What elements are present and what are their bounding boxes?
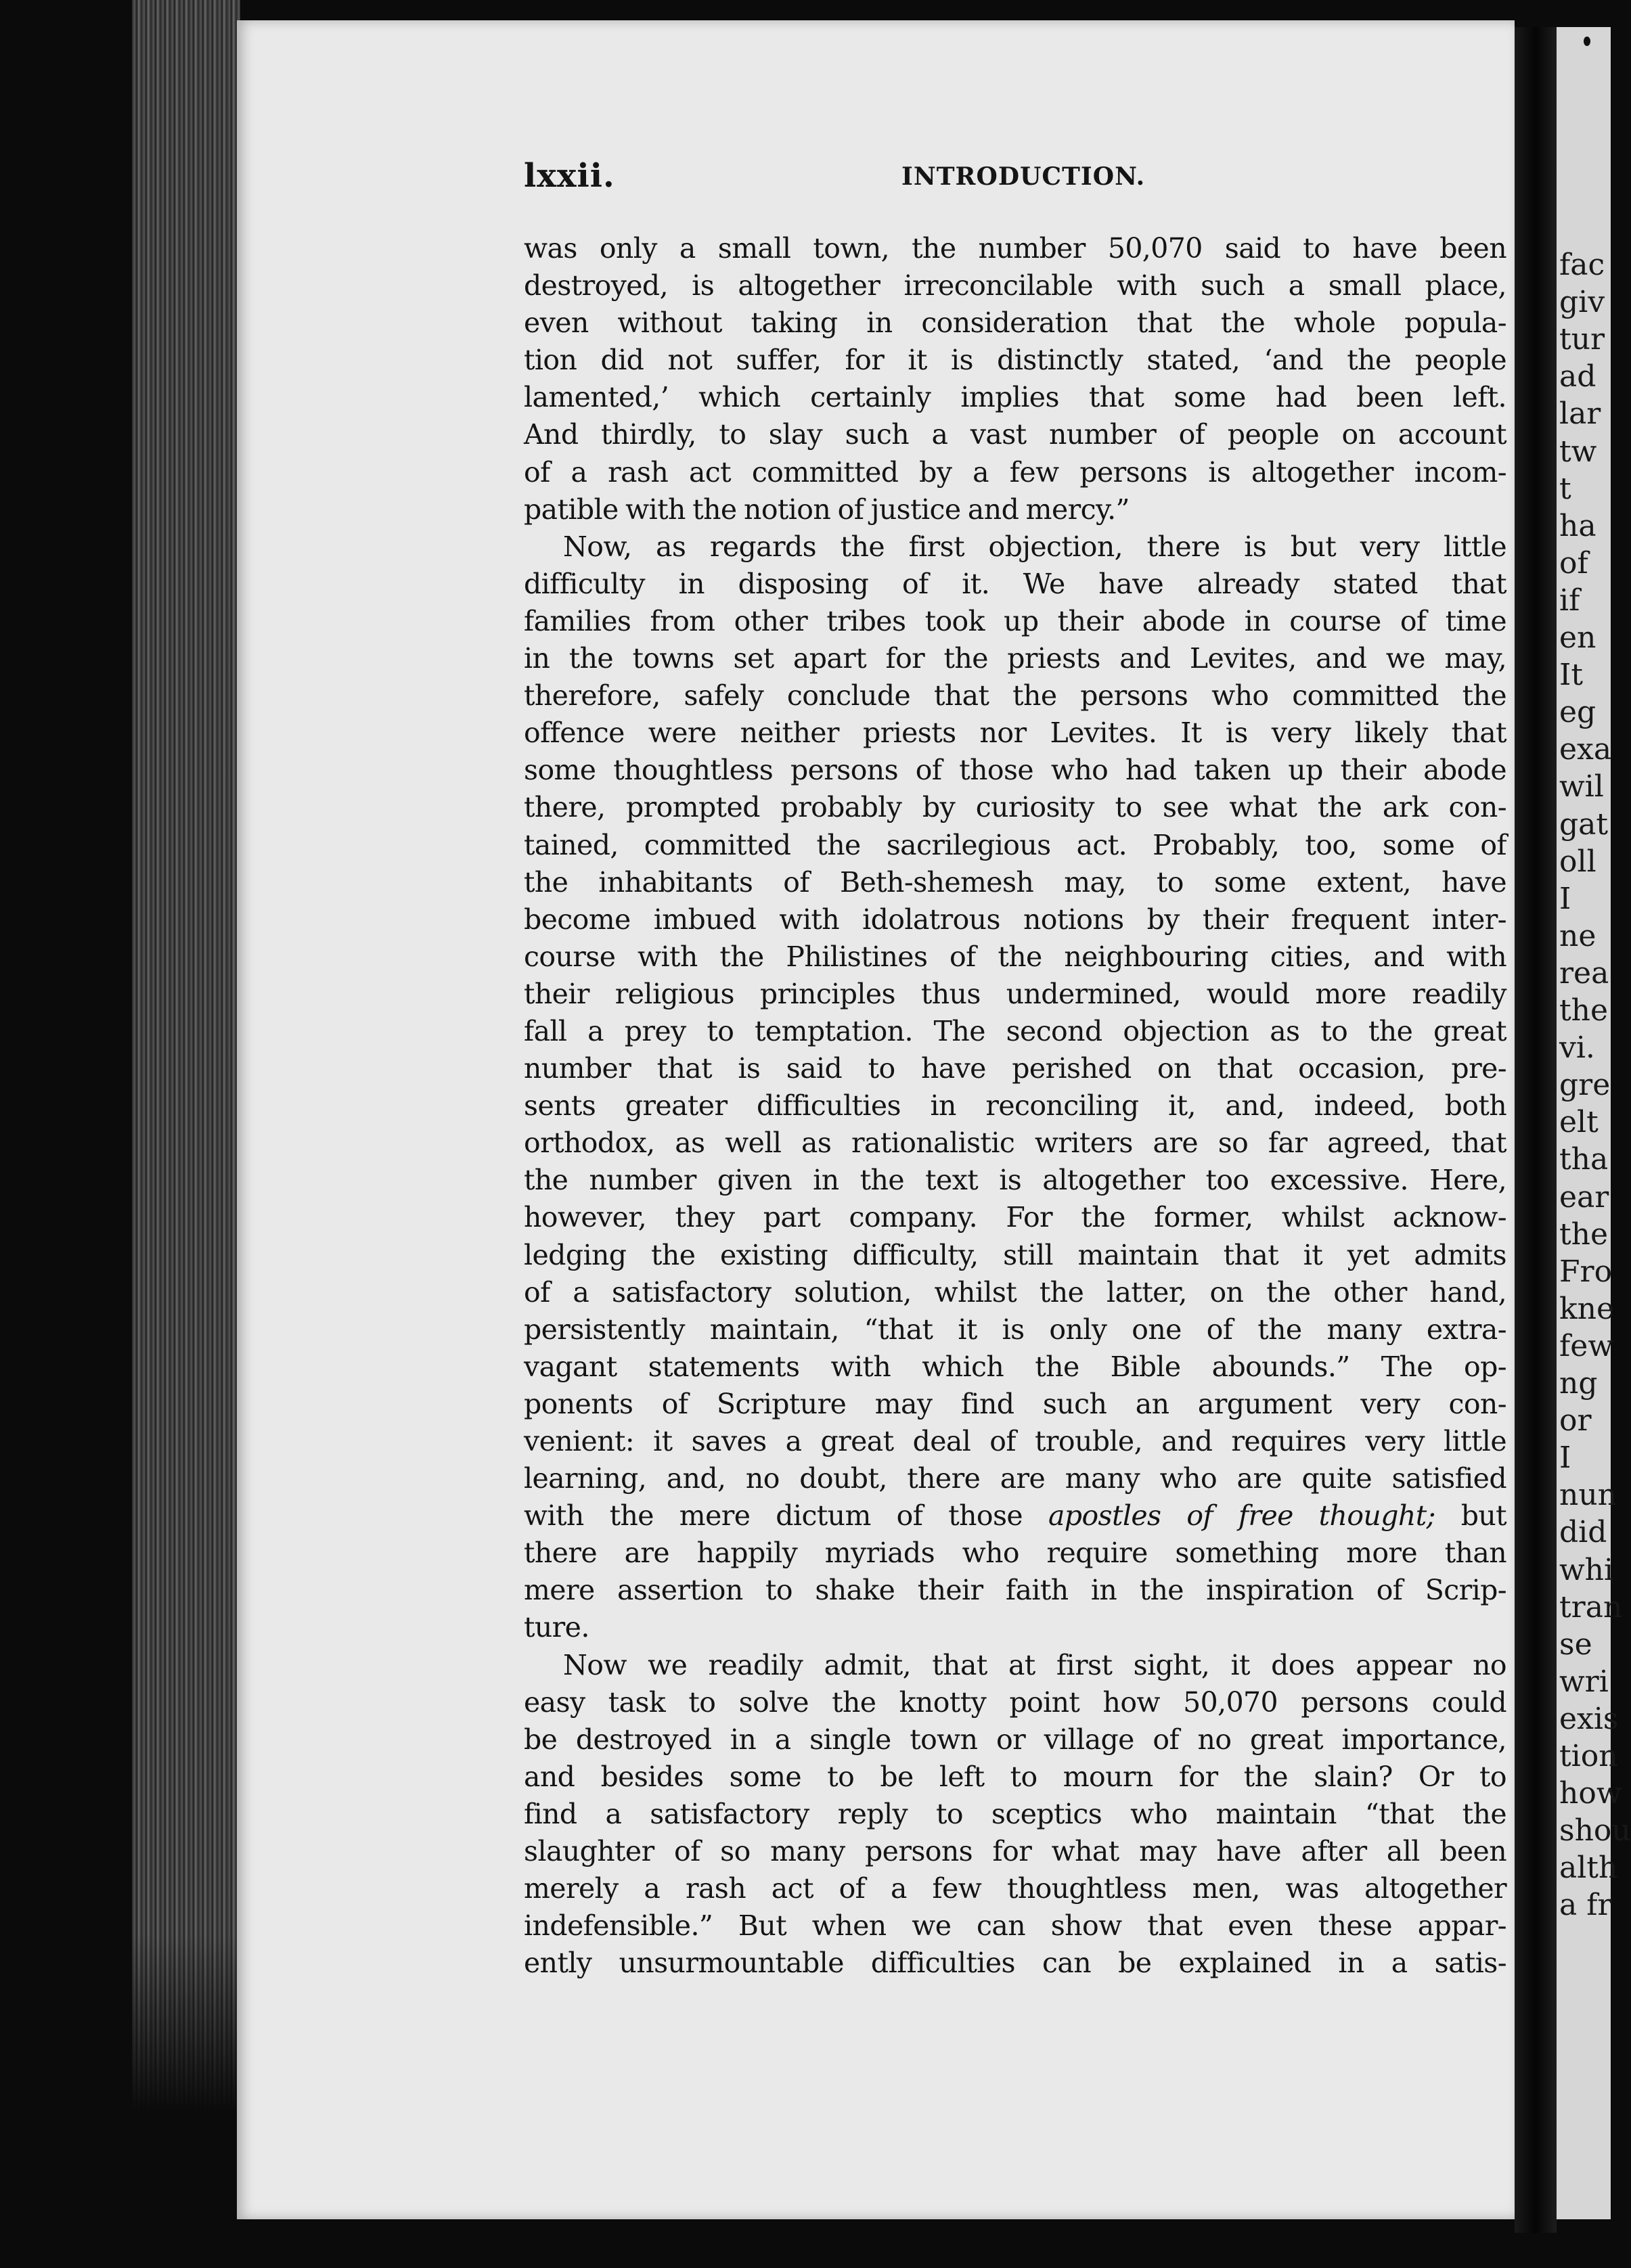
facing-page-fragment: tran — [1559, 1589, 1623, 1625]
facing-page-fragment: alth — [1559, 1851, 1618, 1886]
text-line: some thoughtless persons of those who had taken up their abode — [524, 754, 1506, 787]
facing-page-fragment: ng — [1559, 1366, 1598, 1401]
text-line: tained, committed the sacrilegious act. Probably, too, some of — [524, 828, 1506, 861]
facing-page-fragment: en — [1559, 620, 1596, 655]
text-line: ently unsurmountable difficulties can be explained in a satis- — [524, 1947, 1506, 1980]
text-line: even without taking in consideration that the whole popula- — [524, 307, 1506, 340]
text-line: venient: it saves a great deal of trouble, and requires very little — [524, 1425, 1506, 1457]
text-line: orthodox, as well as rationalistic writers are so far agreed, that — [524, 1127, 1506, 1160]
facing-page-fragment: lar — [1559, 396, 1601, 432]
facing-page-fragment: wri — [1559, 1664, 1609, 1699]
print-speck — [1584, 37, 1590, 46]
facing-page-fragment: tw — [1559, 434, 1597, 469]
left-page-edges — [132, 0, 240, 2111]
text-line: however, they part company. For the former, whilst acknow- — [524, 1201, 1506, 1234]
text-line: their religious principles thus undermined, would more readily — [524, 977, 1506, 1010]
facing-page-fragment: or — [1559, 1403, 1592, 1438]
text-line: find a satisfactory reply to sceptics who maintain “that the — [524, 1797, 1506, 1830]
text-line: families from other tribes took up their abode in course of time — [524, 604, 1506, 637]
facing-page-fragment: I — [1559, 881, 1571, 916]
facing-page-fragment: tha — [1559, 1142, 1609, 1177]
facing-page-fragment: rea — [1559, 955, 1609, 991]
facing-page-fragment: se — [1559, 1627, 1592, 1662]
body-text — [524, 230, 1506, 1982]
facing-page-fragment: tur — [1559, 322, 1605, 357]
text-line: offence were neither priests nor Levites. It is very likely that — [524, 717, 1506, 750]
facing-page-fragment: I — [1559, 1441, 1571, 1476]
text-line: number that is said to have perished on that occasion, pre- — [524, 1052, 1506, 1085]
facing-page-fragment: ad — [1559, 359, 1596, 394]
facing-page-fragment: shou — [1559, 1813, 1631, 1849]
facing-page-fragment: It — [1559, 658, 1584, 693]
facing-page-fragment: wil — [1559, 769, 1604, 804]
text-line: in the towns set apart for the priests and Levites, and we may, — [524, 642, 1506, 675]
facing-page-fragment: how — [1559, 1776, 1622, 1811]
text-line: ture. — [524, 1611, 589, 1644]
facing-page-fragment: fac — [1559, 248, 1605, 282]
facing-page-fragment: exa — [1559, 732, 1612, 767]
facing-page-fragment: oll — [1559, 844, 1596, 879]
paragraph-first-line: Now, as regards the first objection, there is but very little — [563, 530, 1506, 563]
facing-page-fragment: a fr — [1559, 1888, 1612, 1923]
facing-page-fragment: gat — [1559, 807, 1609, 842]
text-line: and besides some to be left to mourn for the slain? Or to — [524, 1760, 1506, 1793]
text-line: slaughter of so many persons for what may have after all been — [524, 1835, 1506, 1868]
facing-page-fragment: Fro — [1559, 1254, 1613, 1289]
italic-phrase: apostles of free thought; — [1048, 1499, 1435, 1533]
paragraph-first-line: Now we readily admit, that at first sight, it does appear no — [563, 1648, 1506, 1681]
text-line: learning, and, no doubt, there are many who are quite satisfied — [524, 1462, 1506, 1495]
book-gutter — [1515, 27, 1557, 2233]
text-line: persistently maintain, “that it is only one of the many extra- — [524, 1313, 1506, 1346]
text-line: destroyed, is altogether irreconcilable with such a small place, — [524, 269, 1506, 302]
text-line: sents greater difficulties in reconciling it, and, indeed, both — [524, 1089, 1506, 1122]
text-line: become imbued with idolatrous notions by their frequent inter- — [524, 903, 1506, 936]
facing-page-fragment: gre — [1559, 1068, 1611, 1103]
text-line: tion did not suffer, for it is distinctly stated, ‘and the people — [524, 344, 1506, 377]
facing-page-fragment: exis — [1559, 1701, 1619, 1736]
facing-page-fragment: ha — [1559, 508, 1596, 543]
text-line: was only a small town, the number 50,070 said to have been — [524, 232, 1506, 265]
text-run: with the mere dictum of those — [524, 1499, 1023, 1533]
facing-page-fragment: few — [1559, 1328, 1613, 1363]
facing-page-fragment: eg — [1559, 695, 1596, 730]
text-line: easy task to solve the knotty point how 50,070 persons could — [524, 1685, 1506, 1719]
text-line: mere assertion to shake their faith in the inspiration of Scrip- — [524, 1574, 1506, 1607]
facing-page-fragment: kne — [1559, 1291, 1615, 1326]
facing-page-fragment: did — [1559, 1515, 1607, 1550]
text-line: ponents of Scripture may find such an argument very con- — [524, 1387, 1506, 1420]
facing-page-fragment: giv — [1559, 285, 1605, 320]
text-line: there, prompted probably by curiosity to see what the ark con- — [524, 791, 1506, 824]
facing-page-fragment: ear — [1559, 1179, 1609, 1215]
facing-page-sliver — [1557, 27, 1631, 2219]
facing-page-fragment: the — [1559, 1217, 1609, 1252]
text-line: patible with the notion of justice and mercy.” — [524, 493, 1130, 526]
facing-page-fragment: the — [1559, 993, 1609, 1028]
text-line: merely a rash act of a few thoughtless men, was altogether — [524, 1872, 1506, 1905]
text-line: the number given in the text is altogether too excessive. Here, — [524, 1164, 1506, 1197]
facing-page-fragment: of — [1559, 545, 1588, 581]
text-line: there are happily myriads who require something more than — [524, 1537, 1506, 1570]
facing-page-fragment: tion — [1559, 1739, 1618, 1773]
text-line: be destroyed in a single town or village of no great importance, — [524, 1723, 1506, 1756]
text-line: fall a prey to temptation. The second objection as to the great — [524, 1014, 1506, 1047]
facing-page-fragment: t — [1559, 471, 1571, 506]
facing-page-fragment: elt — [1559, 1105, 1599, 1140]
text-line: difficulty in disposing of it. We have already stated that — [524, 567, 1506, 600]
text-line: course with the Philistines of the neighbouring cities, and with — [524, 940, 1506, 973]
page-number: lxxii. — [524, 157, 615, 195]
text-line: indefensible.” But when we can show that even these appar- — [524, 1909, 1506, 1943]
running-head — [524, 157, 1506, 198]
text-line: And thirdly, to slay such a vast number of people on account — [524, 418, 1506, 451]
facing-page-fragment: nun — [1559, 1478, 1617, 1513]
running-title: INTRODUCTION. — [901, 162, 1146, 191]
text-line: vagant statements with which the Bible abounds.” The op- — [524, 1350, 1506, 1383]
text-run: but — [1460, 1499, 1507, 1533]
text-line: the inhabitants of Beth-shemesh may, to some extent, have — [524, 865, 1506, 899]
text-line: ledging the existing difficulty, still maintain that it yet admits — [524, 1238, 1506, 1271]
facing-page-fragment: ne — [1559, 918, 1596, 953]
text-line: of a satisfactory solution, whilst the latter, on the other hand, — [524, 1275, 1506, 1309]
text-line: lamented,’ which certainly implies that some had been left. — [524, 381, 1506, 414]
text-line-with-italic — [524, 1497, 1506, 1535]
text-line: therefore, safely conclude that the persons who committed the — [524, 679, 1506, 712]
facing-page-fragment: whi — [1559, 1552, 1614, 1587]
text-line: of a rash act committed by a few persons is altogether incom- — [524, 455, 1506, 489]
facing-page-fragment: if — [1559, 583, 1580, 618]
facing-page-fragment: vi. — [1559, 1030, 1595, 1066]
